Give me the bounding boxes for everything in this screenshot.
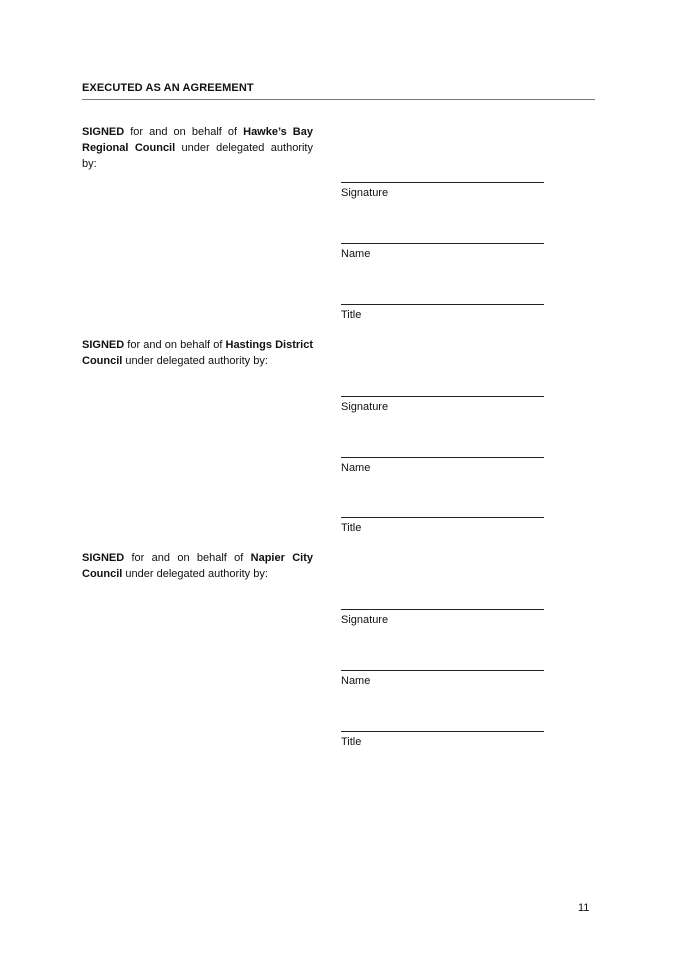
signature-label: Signature (341, 401, 389, 413)
title-line (341, 517, 544, 518)
title-label: Title (341, 309, 362, 321)
signing-clause-hdc (82, 337, 313, 369)
signature-line (341, 396, 544, 397)
name-label: Name (341, 675, 371, 687)
signed-label: SIGNED (82, 339, 125, 351)
clause-text: under delegated authority by: (122, 568, 268, 580)
title-label: Title (341, 522, 362, 534)
section-heading: EXECUTED AS AN AGREEMENT (82, 82, 254, 94)
clause-text: for and on behalf of (124, 126, 244, 138)
page-number: 11 (578, 902, 590, 914)
clause-text: under delegated authority by: (82, 142, 313, 170)
title-label: Title (341, 736, 362, 748)
signing-clause-hbrc (82, 124, 313, 172)
name-line (341, 243, 544, 244)
signature-label: Signature (341, 614, 389, 626)
signed-label: SIGNED (82, 126, 125, 138)
heading-divider (82, 99, 595, 100)
signing-clause-ncc (82, 550, 313, 582)
signed-label: SIGNED (82, 552, 125, 564)
party-name: Hawke’s Bay Regional Council (82, 126, 313, 154)
name-label: Name (341, 248, 371, 260)
signature-line (341, 609, 544, 610)
name-line (341, 670, 544, 671)
clause-text: for and on behalf of (124, 552, 251, 564)
party-name: Napier City Council (82, 552, 313, 580)
party-name: Hastings District Council (82, 339, 313, 367)
signature-label: Signature (341, 187, 389, 199)
signature-line (341, 182, 544, 183)
title-line (341, 731, 544, 732)
title-line (341, 304, 544, 305)
clause-text: under delegated authority by: (122, 355, 268, 367)
name-line (341, 457, 544, 458)
clause-text: for and on behalf of (124, 339, 226, 351)
name-label: Name (341, 462, 371, 474)
